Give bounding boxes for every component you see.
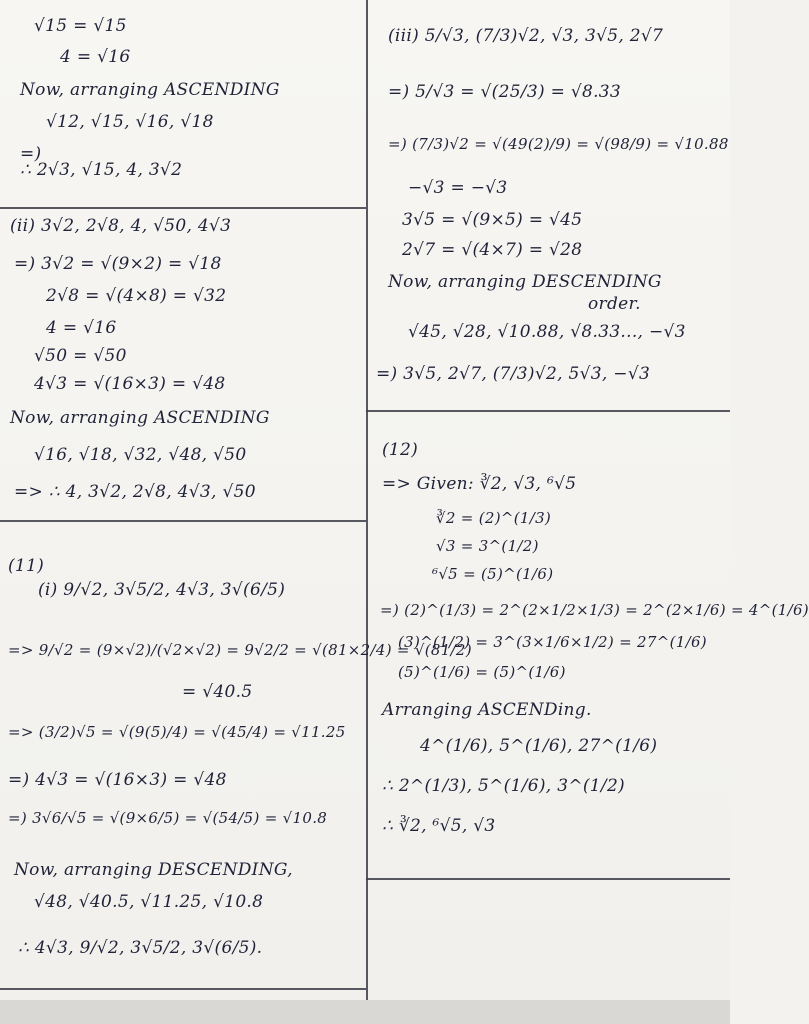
text-line: (i) 9/√2, 3√5/2, 4√3, 3√(6/5) (38, 580, 286, 600)
text-line: √45, √28, √10.88, √8.33..., −√3 (408, 322, 686, 342)
column-divider (366, 0, 368, 1000)
text-line: 3√5 = √(9×5) = √45 (402, 210, 583, 230)
section-divider-3 (0, 988, 366, 990)
text-line: 4 = √16 (60, 47, 131, 67)
text-line: √48, √40.5, √11.25, √10.8 (34, 892, 264, 912)
text-line: 4√3 = √(16×3) = √48 (34, 374, 226, 394)
text-line: Now, arranging DESCENDING, (14, 860, 293, 880)
text-line: Now, arranging ASCENDING (20, 80, 280, 100)
text-line: =) 5/√3 = √(25/3) = √8.33 (388, 82, 622, 102)
text-line: √16, √18, √32, √48, √50 (34, 445, 247, 465)
text-line: −√3 = −√3 (408, 178, 508, 198)
text-line: =) (7/3)√2 = √(49(2)/9) = √(98/9) = √10.88 (388, 135, 729, 153)
text-line: =) 3√6/√5 = √(9×6/5) = √(54/5) = √10.8 (8, 809, 328, 827)
section-divider-1 (0, 207, 366, 209)
text-line: ∴ 4√3, 9/√2, 3√5/2, 3√(6/5). (18, 938, 263, 958)
text-line: ∴ ∛2, ⁶√5, √3 (382, 816, 496, 836)
text-line: =) 3√5, 2√7, (7/3)√2, 5√3, −√3 (376, 364, 651, 384)
section-divider-right-1 (366, 410, 730, 412)
text-line: 2√8 = √(4×8) = √32 (46, 286, 227, 306)
section-divider-2 (0, 520, 366, 522)
text-line: =) 4√3 = √(16×3) = √48 (8, 770, 227, 790)
text-line: √15 = √15 (34, 16, 127, 36)
text-line: =) (2)^(1/3) = 2^(2×1/2×1/3) = 2^(2×1/6) = 4^(1/6) (380, 601, 809, 619)
text-line: ∴ 2√3, √15, 4, 3√2 (20, 160, 183, 180)
section-divider-right-2 (366, 878, 730, 880)
text-line: ∛2 = (2)^(1/3) (436, 509, 552, 527)
text-line: (5)^(1/6) = (5)^(1/6) (398, 663, 566, 681)
text-line: (12) (382, 440, 419, 460)
text-line: Now, arranging ASCENDING (10, 408, 270, 428)
text-line: (iii) 5/√3, (7/3)√2, √3, 3√5, 2√7 (388, 26, 664, 46)
text-line: √50 = √50 (34, 346, 127, 366)
text-line: => ∴ 4, 3√2, 2√8, 4√3, √50 (14, 482, 256, 502)
text-line: =) (20, 144, 42, 164)
text-line: => Given: ∛2, √3, ⁶√5 (382, 474, 577, 494)
text-line: => (3/2)√5 = √(9(5)/4) = √(45/4) = √11.25 (8, 723, 346, 741)
text-line: ⁶√5 = (5)^(1/6) (432, 565, 554, 583)
text-line: Now, arranging DESCENDING (388, 272, 662, 292)
text-line: => 9/√2 = (9×√2)/(√2×√2) = 9√2/2 = √(81×2/4) = √(81/2) (8, 641, 472, 659)
text-line: ∴ 2^(1/3), 5^(1/6), 3^(1/2) (382, 776, 625, 796)
text-line: =) 3√2 = √(9×2) = √18 (14, 254, 222, 274)
text-line: = √40.5 (182, 682, 253, 702)
page-bottom-edge (0, 1000, 730, 1024)
text-line: order. (588, 294, 641, 314)
text-line: 4 = √16 (46, 318, 117, 338)
text-line: √12, √15, √16, √18 (46, 112, 214, 132)
text-line: 2√7 = √(4×7) = √28 (402, 240, 583, 260)
text-line: (11) (8, 556, 45, 576)
text-line: Arranging ASCENDing. (382, 700, 592, 720)
text-line: √3 = 3^(1/2) (436, 537, 539, 555)
text-line: (ii) 3√2, 2√8, 4, √50, 4√3 (10, 216, 232, 236)
text-line: 4^(1/6), 5^(1/6), 27^(1/6) (420, 736, 658, 756)
text-line: (3)^(1/2) = 3^(3×1/6×1/2) = 27^(1/6) (398, 633, 707, 651)
